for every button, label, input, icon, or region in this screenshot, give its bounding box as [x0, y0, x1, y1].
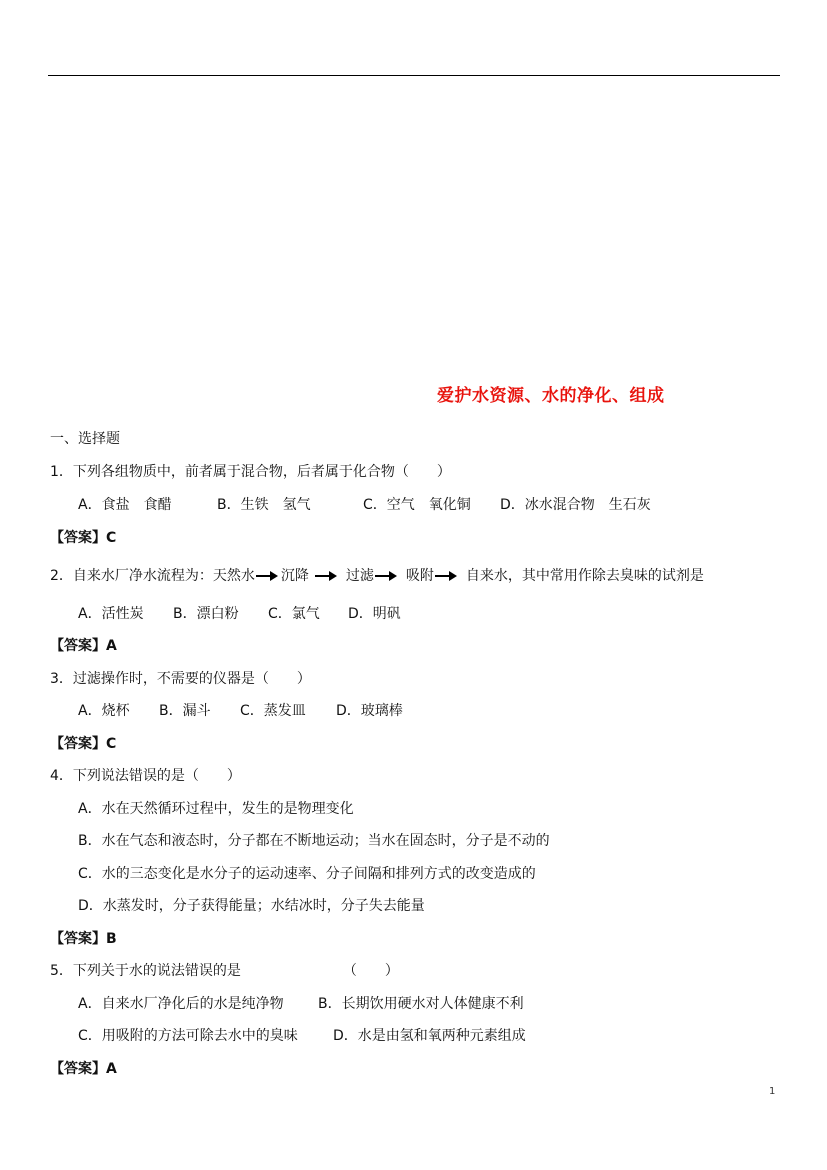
q1-option-a: A．食盐 食醋 [78, 497, 172, 513]
q3-option-b: B．漏斗 [159, 703, 211, 719]
arrow-icon [375, 571, 397, 581]
question-4-stem: 4．下列说法错误的是（ ） [50, 768, 241, 784]
q5-stem-text: 5．下列关于水的说法错误的是 [50, 963, 241, 979]
page-number: 1 [769, 1086, 776, 1097]
q5-paren: （ ） [342, 963, 399, 979]
answer-value: C [106, 736, 117, 752]
question-1-stem: 1．下列各组物质中，前者属于混合物，后者属于化合物（ ） [50, 464, 451, 480]
q5-option-c: C．用吸附的方法可除去水中的臭味 [78, 1028, 298, 1044]
q5-option-d: D．水是由氢和氧两种元素组成 [333, 1028, 526, 1044]
section-heading: 一、选择题 [50, 431, 120, 447]
q1-option-d: D．冰水混合物 生石灰 [500, 497, 651, 513]
arrow-icon [435, 571, 457, 581]
answer-value: B [106, 931, 117, 947]
q3-option-d: D．玻璃棒 [336, 703, 403, 719]
q2-option-c: C．氯气 [268, 606, 320, 622]
q4-option-d: D．水蒸发时，分子获得能量；水结冰时，分子失去能量 [78, 898, 425, 914]
answer-tag: 【答案】 [50, 736, 106, 752]
question-2-answer [50, 637, 117, 655]
q1-option-b: B．生铁 氢气 [217, 497, 311, 513]
q2-prefix: 2．自来水厂净水流程为：天然水 [50, 568, 255, 584]
q2-step-2: 过滤 [345, 568, 374, 584]
question-5-answer [50, 1060, 117, 1078]
q2-option-d: D．明矾 [348, 606, 401, 622]
q4-option-b: B．水在气态和液态时，分子都在不断地运动；当水在固态时，分子是不动的 [78, 833, 550, 849]
q3-option-c: C．蒸发皿 [240, 703, 306, 719]
answer-tag: 【答案】 [50, 638, 106, 654]
question-4-answer [50, 930, 117, 948]
q2-option-a: A．活性炭 [78, 606, 144, 622]
page-title: 爱护水资源、水的净化、组成 [437, 386, 665, 406]
question-5-options-row2 [78, 1027, 526, 1045]
header-rule [48, 75, 780, 76]
q4-option-c: C．水的三态变化是水分子的运动速率、分子间隔和排列方式的改变造成的 [78, 866, 536, 882]
arrow-icon [256, 571, 278, 581]
q2-option-b: B．漂白粉 [173, 606, 239, 622]
question-5-options-row1 [78, 995, 524, 1013]
answer-tag: 【答案】 [50, 1061, 106, 1077]
q1-option-c: C．空气 氧化铜 [363, 497, 471, 513]
question-5-stem [50, 962, 399, 980]
answer-value: A [106, 1061, 117, 1077]
question-3-stem: 3．过滤操作时，不需要的仪器是（ ） [50, 671, 311, 687]
q5-option-b: B．长期饮用硬水对人体健康不利 [318, 996, 524, 1012]
answer-tag: 【答案】 [50, 931, 106, 947]
answer-value: C [106, 530, 117, 546]
q2-step-1: 沉降 [280, 568, 309, 584]
question-3-answer [50, 735, 116, 753]
arrow-icon [315, 571, 337, 581]
answer-value: A [106, 638, 117, 654]
question-1-options [78, 496, 651, 514]
question-2-options [78, 605, 401, 623]
q3-option-a: A．烧杯 [78, 703, 130, 719]
question-2-stem [50, 567, 704, 585]
q5-option-a: A．自来水厂净化后的水是纯净物 [78, 996, 284, 1012]
q2-suffix: 自来水，其中常用作除去臭味的试剂是 [465, 568, 704, 584]
question-1-answer [50, 529, 116, 547]
question-3-options [78, 702, 403, 720]
answer-tag: 【答案】 [50, 530, 106, 546]
q4-option-a: A．水在天然循环过程中，发生的是物理变化 [78, 801, 354, 817]
q2-step-3: 吸附 [405, 568, 434, 584]
